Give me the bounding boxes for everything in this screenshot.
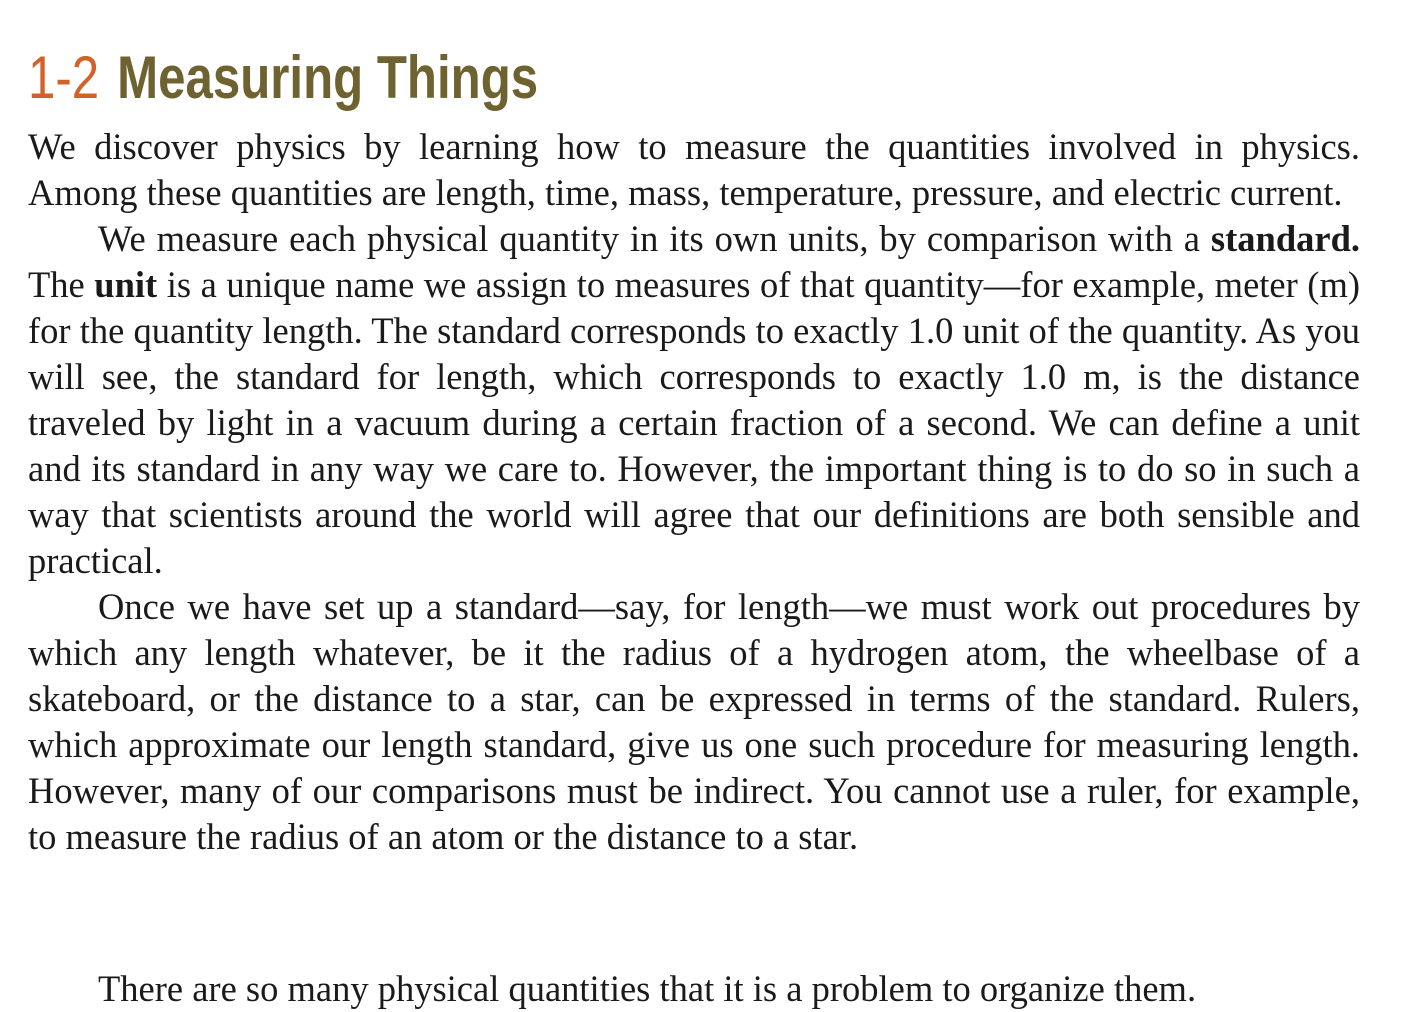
paragraph-1: We discover physics by learning how to measure the quantities involved in physics. Among these quantities are length, time, mass, temperature, pressure, and electric current.	[28, 126, 1360, 213]
paragraph-2-intro: We measure each physical quantity in its own units, by comparison with a	[98, 218, 1211, 259]
term-unit: unit	[94, 264, 158, 305]
paragraph-3: Once we have set up a standard—say, for length—we must work out procedures by which any length whatever, be it the radius of a hydrogen atom, the wheelbase of a skateboard, or the distance to a star, can be expressed in terms of the standard. Rulers, which approximate our length standard, give us one such procedure for measuring length. However, many of our comparisons must be indirect. You cannot use a ruler, for example, to measure the radius of an atom or the distance to a star.	[28, 586, 1360, 857]
section-number: 1-2	[28, 44, 100, 111]
paragraph-2-rest: is a unique name we assign to measures of that quantity—for example, meter (m) for the quantity length. The standard corresponds to exactly 1.0 unit of the quantity. As you will see, the standard for length, which corresponds to exactly 1.0 m, is the distance traveled by light in a vacuum during a certain fraction of a second. We can define a unit and its standard in any way we care to. However, the important thing is to do so in such a way that scientists around the world will agree that our definitions are both sensible and practical.	[28, 264, 1360, 581]
section-heading	[28, 40, 1120, 116]
term-standard: standard.	[1210, 218, 1360, 259]
paragraph-2-mid: The	[28, 264, 95, 305]
paragraph-2	[28, 216, 1360, 584]
cutoff-text: There are so many physical quantities that it is a problem to organize them.	[98, 968, 1197, 1009]
section-title: Measuring Things	[117, 44, 539, 111]
page-content	[28, 40, 1360, 860]
cutoff-text-line	[98, 964, 1360, 1009]
